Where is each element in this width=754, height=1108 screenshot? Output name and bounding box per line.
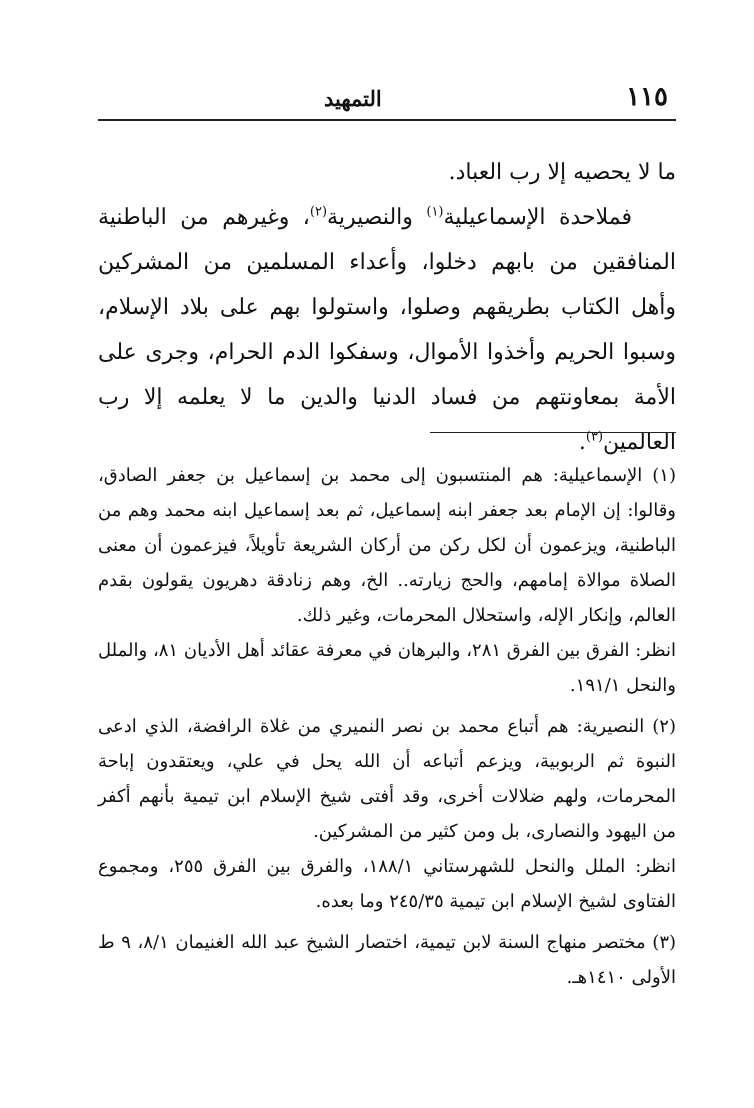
footnote-ref-2: (٢) [309,204,328,220]
text-segment: فملاحدة الإسماعيلية [443,205,632,230]
text-segment: والنصيرية [327,205,427,230]
footnote-1-number: (١) [642,465,676,486]
main-paragraph-2 [98,195,676,465]
running-title: التمهيد [324,86,382,111]
text-segment: ، وغيرهم من الباطنية المنافقين من بابهم دخلوا، وأعداء المسلمين من المشركين وأهل الكتاب بطريقهم وصلوا، واستولوا بهم على بلاد الإسلام، وسبوا الحريم وأخذوا الأموال، وسفكوا الدم الحرام، وجرى على الأمة بمعاونتهم من فساد الدنيا والدين ما لا يعلمه إلا رب العالمين [98,205,676,455]
footnote-2-number: (٢) [644,716,676,737]
footnote-2 [98,709,676,919]
footnote-separator [430,432,676,433]
footnote-1-text [98,458,676,633]
main-line-1: ما لا يحصيه إلا رب العباد. [448,160,676,185]
footnote-1-body: الإسماعيلية: هم المنتسبون إلى محمد بن إسماعيل بن جعفر الصادق، وقالوا: إن الإمام بعد جعفر ابنه إسماعيل، ثم بعد إسماعيل ابنه محمد وهم من الباطنية، ويزعمون أن لكل ركن من أركان الشريعة تأويلاً، فيزعمون أن معنى الصلاة موالاة إمامهم، والحج زيارته.. الخ، وهم زنادقة دهريون يقولون بقدم العالم، وإنكار الإله، واستحلال المحرمات، وغير ذلك. [98,465,676,626]
header-rule [98,119,676,121]
footnote-3-text [98,925,676,995]
footnote-1-source: انظر: الفرق بين الفرق ٢٨١، والبرهان في معرفة عقائد أهل الأديان ٨١، والملل والنحل ١٩١/١. [98,640,676,696]
footnote-2-body: النصيرية: هم أتباع محمد بن نصر النميري من غلاة الرافضة، الذي ادعى النبوة ثم الربوبية، ويزعم أتباعه أن الله يحل في علي، ويعتقدون إباحة المحرمات، ولهم ضلالات أخرى، وقد أفتى شيخ الإسلام ابن تيمية بأنهم أكفر من اليهود والنصارى، بل ومن كثير من المشركين. [98,716,676,842]
footnote-2-text [98,709,676,849]
footnote-2-source: انظر: الملل والنحل للشهرستاني ١٨٨/١، والفرق بين الفرق ٢٥٥، ومجموع الفتاوى لشيخ الإسلام ابن تيمية ٢٤٥/٣٥ وما بعده. [98,856,676,912]
footnote-ref-1: (١) [426,204,444,220]
main-text [98,150,676,465]
text-segment: . [578,430,586,455]
page-number: ١١٥ [626,82,668,112]
footnote-3-number: (٣) [645,932,677,953]
page-header [98,80,676,116]
footnotes [98,452,676,995]
footnote-3-body: مختصر منهاج السنة لابن تيمية، اختصار الشيخ عبد الله الغنيمان ٨/١، ٩ ط الأولى ١٤١٠هـ. [98,932,676,988]
footnote-3 [98,925,676,995]
footnote-1 [98,458,676,703]
footnote-ref-3: (٣) [585,429,604,445]
